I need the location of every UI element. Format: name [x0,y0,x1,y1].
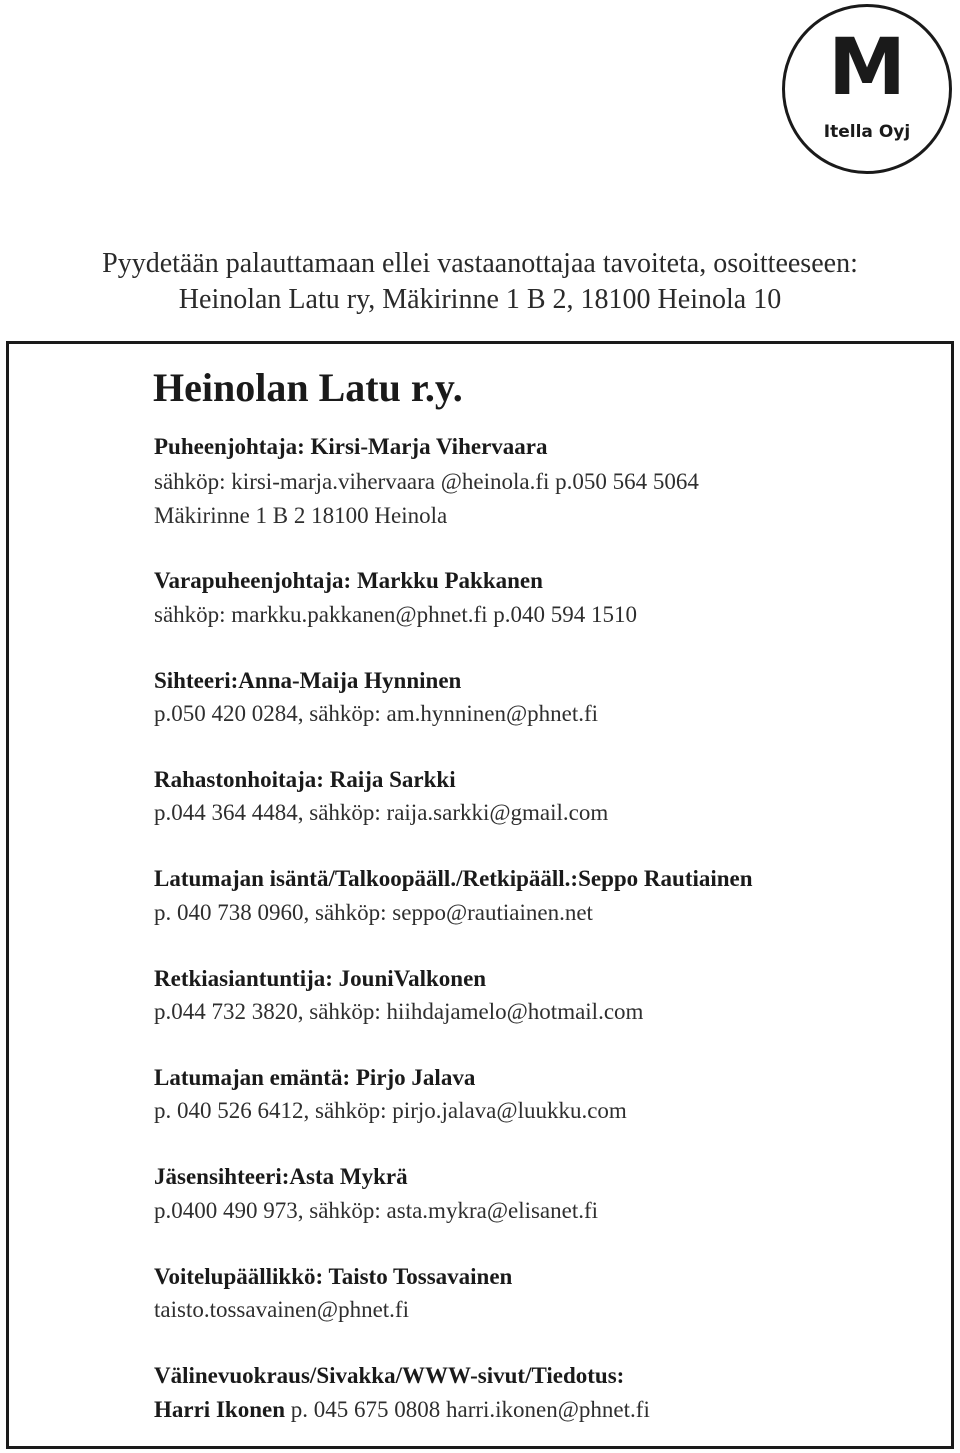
hostess-contact: p. 040 526 6412, sähköp: pirjo.jalava@luukku.com [154,1098,627,1123]
host-title: Latumajan isäntä/Talkoopääll./Retkipääll.:Seppo Rautiainen [154,866,753,891]
rentals-title: Välinevuokraus/Sivakka/WWW-sivut/Tiedotus: [154,1363,625,1388]
host-contact: p. 040 738 0960, sähköp: seppo@rautiainen.net [154,900,593,925]
treasurer-contact: p.044 364 4484, sähköp: raija.sarkki@gmail.com [154,800,609,825]
excursion-expert-contact: p.044 732 3820, sähköp: hiihdajamelo@hotmail.com [154,999,644,1024]
treasurer-title: Rahastonhoitaja: Raija Sarkki [154,767,456,792]
rentals-name: Harri Ikonen [154,1397,285,1422]
excursion-expert-title: Retkiasiantuntija: JouniValkonen [154,966,487,991]
stamp-logo-letter: M [828,23,906,113]
secretary-contact: p.050 420 0284, sähköp: am.hynninen@phnet.fi [154,701,599,726]
membership-secretary-contact: p.0400 490 973, sähköp: asta.mykra@elisanet.fi [154,1198,599,1223]
organization-name: Heinolan Latu r.y. [153,365,463,410]
stamp-company-name: Itella Oyj [823,122,911,142]
waxing-manager-title: Voitelupäällikkö: Taisto Tossavainen [154,1264,513,1289]
rentals-contact: p. 045 675 0808 harri.ikonen@phnet.fi [284,1397,650,1422]
vice-chair-title: Varapuheenjohtaja: Markku Pakkanen [154,568,543,593]
chair-contact: sähköp: kirsi-marja.vihervaara @heinola.fi p.050 564 5064 [154,469,699,494]
postage-stamp [782,4,952,174]
return-address: Heinolan Latu ry, Mäkirinne 1 B 2, 18100 Heinola 10 [178,284,782,315]
membership-secretary-title: Jäsensihteeri:Asta Mykrä [154,1164,408,1189]
hostess-title: Latumajan emäntä: Pirjo Jalava [154,1065,476,1090]
vice-chair-contact: sähköp: markku.pakkanen@phnet.fi p.040 594 1510 [154,602,638,627]
secretary-title: Sihteeri:Anna-Maija Hynninen [154,668,462,693]
rentals-contact-line [154,1395,650,1425]
waxing-manager-contact: taisto.tossavainen@phnet.fi [154,1297,409,1322]
return-instruction: Pyydetään palauttamaan ellei vastaanottajaa tavoiteta, osoitteeseen: [102,248,858,279]
chair-title: Puheenjohtaja: Kirsi-Marja Vihervaara [154,434,548,459]
chair-address: Mäkirinne 1 B 2 18100 Heinola [154,503,448,528]
